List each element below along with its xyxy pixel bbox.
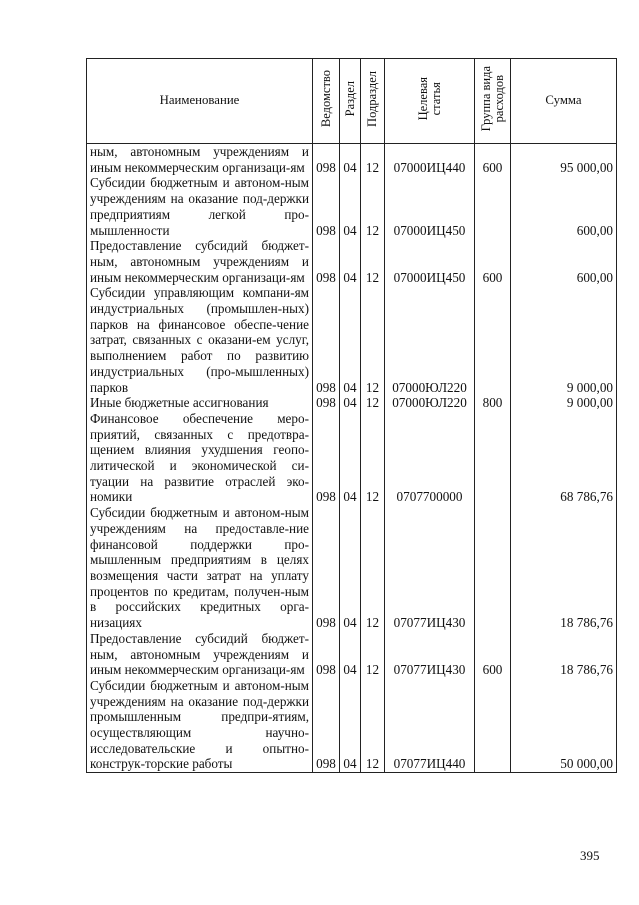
header-name: Наименование	[87, 59, 313, 144]
row-group-cell	[475, 285, 511, 395]
row-section-cell: 04	[340, 505, 361, 631]
row-dept-cell: 098	[313, 678, 340, 773]
table-row	[87, 505, 617, 631]
row-target-cell: 07000ЮЛ220	[385, 395, 475, 411]
row-group-cell: 600	[475, 144, 511, 176]
table-body	[87, 144, 617, 773]
row-subsection-cell: 12	[361, 285, 385, 395]
row-subsection-cell: 12	[361, 678, 385, 773]
row-section-cell: 04	[340, 144, 361, 176]
row-name-cell: ным, автономным учреждениям и иным некоммерческим организаци-ям	[87, 144, 313, 176]
table-row	[87, 678, 617, 773]
table-row	[87, 175, 617, 238]
table-row	[87, 631, 617, 678]
row-section-cell: 04	[340, 395, 361, 411]
row-target-cell: 07077ИЦ430	[385, 505, 475, 631]
row-subsection-cell: 12	[361, 238, 385, 285]
row-group-cell: 800	[475, 395, 511, 411]
row-target-cell: 07000ЮЛ220	[385, 285, 475, 395]
table-row	[87, 238, 617, 285]
row-sum-cell: 95 000,00	[511, 144, 617, 176]
row-dept-cell: 098	[313, 395, 340, 411]
row-section-cell: 04	[340, 631, 361, 678]
row-section-cell: 04	[340, 238, 361, 285]
row-section-cell: 04	[340, 678, 361, 773]
row-subsection-cell: 12	[361, 175, 385, 238]
row-dept-cell: 098	[313, 238, 340, 285]
row-dept-cell: 098	[313, 144, 340, 176]
row-dept-cell: 098	[313, 505, 340, 631]
row-target-cell: 07000ИЦ450	[385, 238, 475, 285]
row-target-cell: 07000ИЦ440	[385, 144, 475, 176]
row-section-cell: 04	[340, 175, 361, 238]
row-dept-cell: 098	[313, 411, 340, 505]
row-section-cell: 04	[340, 285, 361, 395]
row-sum-cell: 18 786,76	[511, 505, 617, 631]
row-subsection-cell: 12	[361, 395, 385, 411]
row-dept-cell: 098	[313, 631, 340, 678]
row-subsection-cell: 12	[361, 144, 385, 176]
row-target-cell: 0707700000	[385, 411, 475, 505]
header-subsection: Подраздел	[361, 59, 385, 144]
row-group-cell: 600	[475, 631, 511, 678]
header-section: Раздел	[340, 59, 361, 144]
table-row	[87, 144, 617, 176]
row-subsection-cell: 12	[361, 631, 385, 678]
row-target-cell: 07077ИЦ440	[385, 678, 475, 773]
row-dept-cell: 098	[313, 285, 340, 395]
budget-table	[86, 58, 617, 773]
table-row	[87, 285, 617, 395]
row-name-cell: Иные бюджетные ассигнования	[87, 395, 313, 411]
row-sum-cell: 9 000,00	[511, 285, 617, 395]
row-target-cell: 07077ИЦ430	[385, 631, 475, 678]
row-sum-cell: 600,00	[511, 175, 617, 238]
row-group-cell	[475, 175, 511, 238]
row-name-cell: Субсидии бюджетным и автоном-ным учреждениям на оказание под-держки промышленным предпри-ятиям, осуществляющим научно-исследовательские и опытно-конструк-торские работы	[87, 678, 313, 773]
row-sum-cell: 50 000,00	[511, 678, 617, 773]
row-sum-cell: 9 000,00	[511, 395, 617, 411]
row-subsection-cell: 12	[361, 411, 385, 505]
row-name-cell: Субсидии бюджетным и автоном-ным учреждениям на предоставле-ние финансовой поддержки про-мышленным предприятиям в целях возмещения части затрат на уплату процентов по кредитам, получен-ным в российских кредитных орга-низациях	[87, 505, 313, 631]
row-group-cell: 600	[475, 238, 511, 285]
row-subsection-cell: 12	[361, 505, 385, 631]
header-target: Целевая статья	[385, 59, 475, 144]
row-sum-cell: 68 786,76	[511, 411, 617, 505]
row-dept-cell: 098	[313, 175, 340, 238]
row-target-cell: 07000ИЦ450	[385, 175, 475, 238]
header-sum: Сумма	[511, 59, 617, 144]
row-group-cell	[475, 505, 511, 631]
page-number: 395	[580, 848, 600, 863]
row-group-cell	[475, 411, 511, 505]
header-dept: Ведомство	[313, 59, 340, 144]
table-row	[87, 395, 617, 411]
table-row	[87, 411, 617, 505]
row-sum-cell: 18 786,76	[511, 631, 617, 678]
row-section-cell: 04	[340, 411, 361, 505]
row-name-cell: Субсидии управляющим компани-ям индустриальных (промышлен-ных) парков на финансовое обеспе-чение затрат, связанных с оказани-ем услуг, выполнением работ по развитию индустриальных (про-мышленных) парков	[87, 285, 313, 395]
row-name-cell: Субсидии бюджетным и автоном-ным учреждениям на оказание под-держки предприятиям легкой про-мышленности	[87, 175, 313, 238]
row-name-cell: Предоставление субсидий бюджет-ным, автономным учреждениям и иным некоммерческим организаци-ям	[87, 631, 313, 678]
table-header-row	[87, 59, 617, 144]
row-name-cell: Предоставление субсидий бюджет-ным, автономным учреждениям и иным некоммерческим организаци-ям	[87, 238, 313, 285]
row-name-cell: Финансовое обеспечение меро-приятий, связанных с предотвра-щением влияния ухудшения геопо-литической и экономической си-туации на развитие отраслей эко-номики	[87, 411, 313, 505]
row-group-cell	[475, 678, 511, 773]
header-group: Группа вида расходов	[475, 59, 511, 144]
row-sum-cell: 600,00	[511, 238, 617, 285]
